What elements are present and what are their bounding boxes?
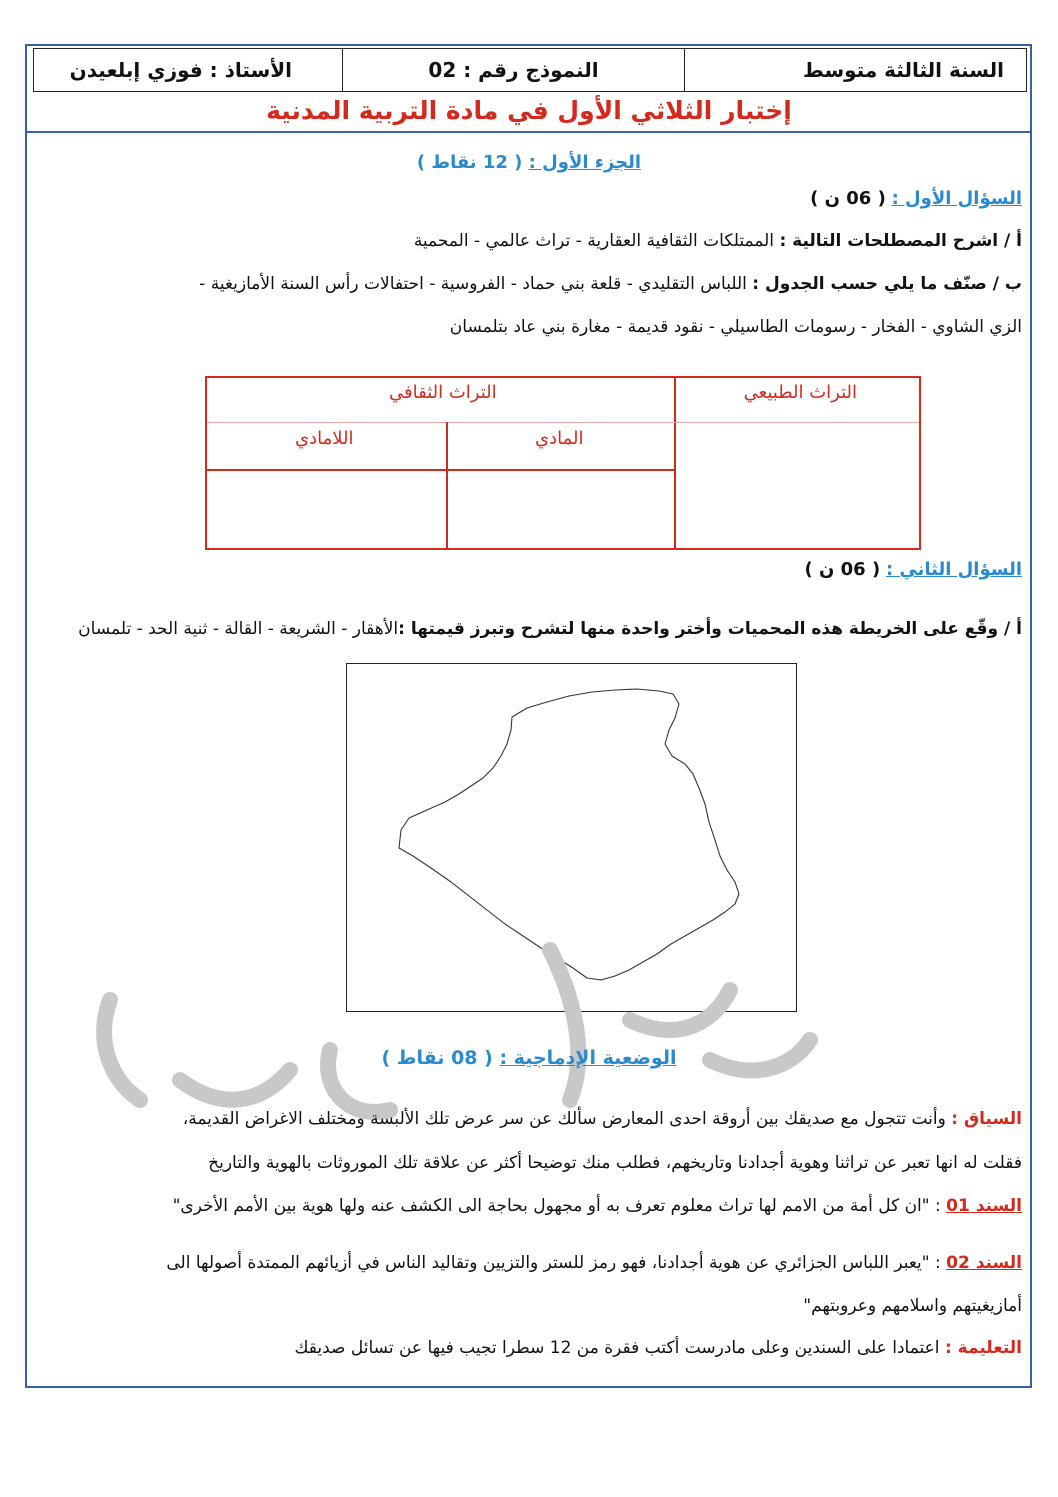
- table-subheader-line: [207, 469, 674, 471]
- q1-a-text: الممتلكات الثقافية العقارية - تراث عالمي - المحمية: [413, 231, 775, 251]
- natural-heritage-header: التراث الطبيعي: [743, 382, 857, 403]
- header-table: [33, 48, 1027, 92]
- table-divider-sub: [446, 422, 448, 548]
- q1-b-text1: اللباس التقليدي - قلعة بني حماد - الفروسية - احتفالات رأس السنة الأمازيغية -: [199, 274, 747, 294]
- context-label: السياق :: [951, 1109, 1022, 1129]
- exam-title: إختبار الثلاثي الأول في مادة التربية المدنية: [266, 96, 792, 125]
- q1-heading: [810, 188, 1022, 209]
- q1-b-line2: الزي الشاوي - الفخار - رسومات الطاسيلي - نقود قديمة - مغارة بني عاد بتلمسان: [449, 317, 1022, 337]
- instruction-line: [294, 1338, 1022, 1358]
- q1-b-line: [199, 274, 1022, 294]
- model-cell: النموذج رقم : 02: [342, 49, 684, 91]
- doc1-line: [173, 1196, 1022, 1216]
- instruction-text: اعتمادا على السندين وعلى مادرست أكتب فقرة من 12 سطرا تجيب فيها عن تسائل صديقك: [294, 1338, 940, 1358]
- part1-title: الجزء الأول :: [528, 152, 642, 173]
- part1-points: ( 12 نقاط ): [416, 152, 523, 173]
- doc2-line1: [166, 1253, 1022, 1273]
- context-line2: فقلت له انها تعبر عن تراثنا وهوية أجدادنا وتاريخهم، فطلب منك توضيحا أكثر عن علاقة تلك الموروثات بالهوية والتاريخ: [208, 1153, 1022, 1173]
- table-header-row-line: [207, 422, 919, 423]
- q2-a-label: أ / وقّع على الخريطة هذه المحميات وأختر واحدة منها لتشرح وتبرز قيمتها :: [398, 619, 1022, 639]
- q1-b-label: ب / صنّف ما يلي حسب الجدول :: [752, 274, 1022, 294]
- doc1-label: السند 01: [946, 1196, 1022, 1216]
- context-line1: [183, 1109, 1022, 1129]
- integrative-points: ( 08 نقاط ): [381, 1047, 493, 1069]
- doc2-label: السند 02: [946, 1253, 1022, 1273]
- q2-a-text: الأهقار - الشريعة - القالة - ثنية الحد - تلمسان: [78, 619, 399, 639]
- q2-title: السؤال الثاني :: [885, 559, 1022, 580]
- immaterial-header: اللامادي: [295, 428, 354, 449]
- material-header: المادي: [535, 428, 584, 449]
- grade-cell: السنة الثالثة متوسط: [684, 49, 1026, 91]
- title-divider: [25, 131, 1032, 133]
- integrative-title: الوضعية الإدماجية :: [499, 1047, 677, 1069]
- q2-a-line: [78, 619, 1022, 639]
- instruction-label: التعليمة :: [944, 1338, 1022, 1358]
- doc2-line2: أمازيغيتهم واسلامهم وعروبتهم": [803, 1296, 1022, 1316]
- q2-heading: [805, 559, 1022, 580]
- integrative-heading: [0, 1047, 1058, 1069]
- q1-a-line: [414, 231, 1022, 251]
- teacher-cell: الأستاذ : فوزي إبلعيدن: [69, 58, 292, 82]
- q1-title: السؤال الأول :: [891, 188, 1022, 209]
- q1-points: ( 06 ن ): [810, 188, 886, 209]
- classification-table: [205, 376, 921, 550]
- context-text1: وأنت تتجول مع صديقك بين أروقة احدى المعارض سألك عن سر عرض تلك الألبسة ومختلف الاغراض القديمة،: [182, 1109, 946, 1129]
- part1-heading: [0, 152, 1058, 173]
- cultural-heritage-header: التراث الثقافي: [389, 382, 497, 403]
- doc2-text1: : "يعبر اللباس الجزائري عن هوية أجدادنا، فهو رمز للستر والتزيين وتقاليد الناس في أزيائهم الممتدة أصولها الى: [166, 1253, 941, 1273]
- q1-a-label: أ / اشرح المصطلحات التالية :: [779, 231, 1022, 251]
- doc1-text: : "ان كل أمة من الامم لها تراث معلوم تعرف به أو مجهول بحاجة الى الكشف عنه ولها هوية بين الأمم الأخرى": [172, 1196, 941, 1216]
- table-divider-main: [674, 378, 676, 548]
- q2-points: ( 06 ن ): [804, 559, 881, 580]
